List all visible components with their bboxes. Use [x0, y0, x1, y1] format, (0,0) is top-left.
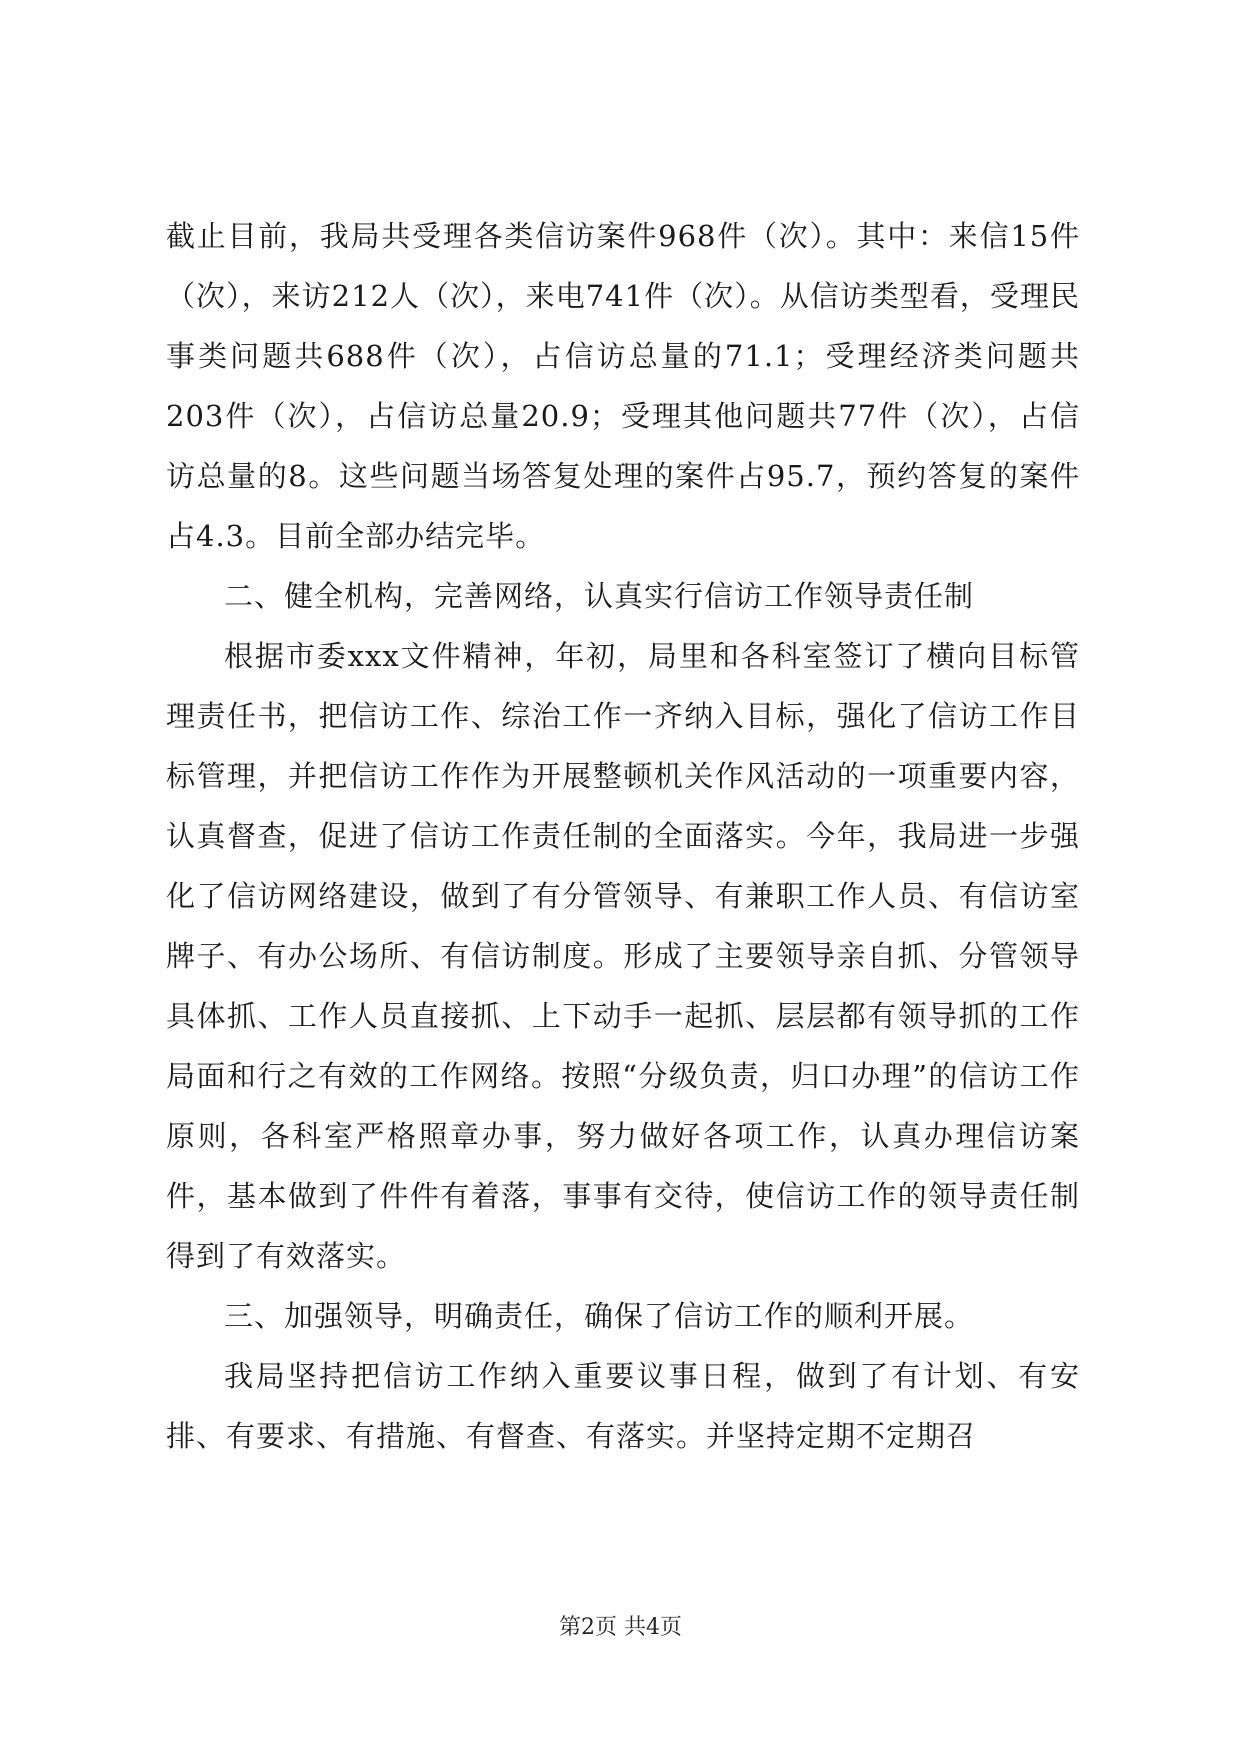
- paragraph-leadership: 我局坚持把信访工作纳入重要议事日程，做到了有计划、有安排、有要求、有措施、有督查、有落实。并坚持定期不定期召: [166, 1359, 1080, 1453]
- section-heading-two: 二、健全机构，完善网络，认真实行信访工作领导责任制: [224, 579, 975, 613]
- section-heading-three: 三、加强领导，明确责任，确保了信访工作的顺利开展。: [224, 1299, 975, 1333]
- paragraph-statistics: 截止目前，我局共受理各类信访案件968件（次）。其中：来信15件（次），来访212人（次），来电741件（次）。从信访类型看，受理民事类问题共688件（次），占信访总量的71.1；受理经济类问题共203件（次），占信访总量20.9；受理其他问题共77件（次），占信访总量的8。这些问题当场答复处理的案件占95.7，预约答复的案件占4.3。目前全部办结完毕。: [166, 219, 1080, 553]
- document-body: [166, 206, 1080, 1466]
- page-number-footer: 第2页 共4页: [559, 1615, 682, 1640]
- paragraph-responsibility: 根据市委xxx文件精神，年初，局里和各科室签订了横向目标管理责任书，把信访工作、综治工作一齐纳入目标，强化了信访工作目标管理，并把信访工作作为开展整顿机关作风活动的一项重要内容，认真督查，促进了信访工作责任制的全面落实。今年，我局进一步强化了信访网络建设，做到了有分管领导、有兼职工作人员、有信访室牌子、有办公场所、有信访制度。形成了主要领导亲自抓、分管领导具体抓、工作人员直接抓、上下动手一起抓、层层都有领导抓的工作局面和行之有效的工作网络。按照“分级负责，归口办理”的信访工作原则，各科室严格照章办事，努力做好各项工作，认真办理信访案件，基本做到了件件有着落，事事有交待，使信访工作的领导责任制得到了有效落实。: [166, 639, 1080, 1273]
